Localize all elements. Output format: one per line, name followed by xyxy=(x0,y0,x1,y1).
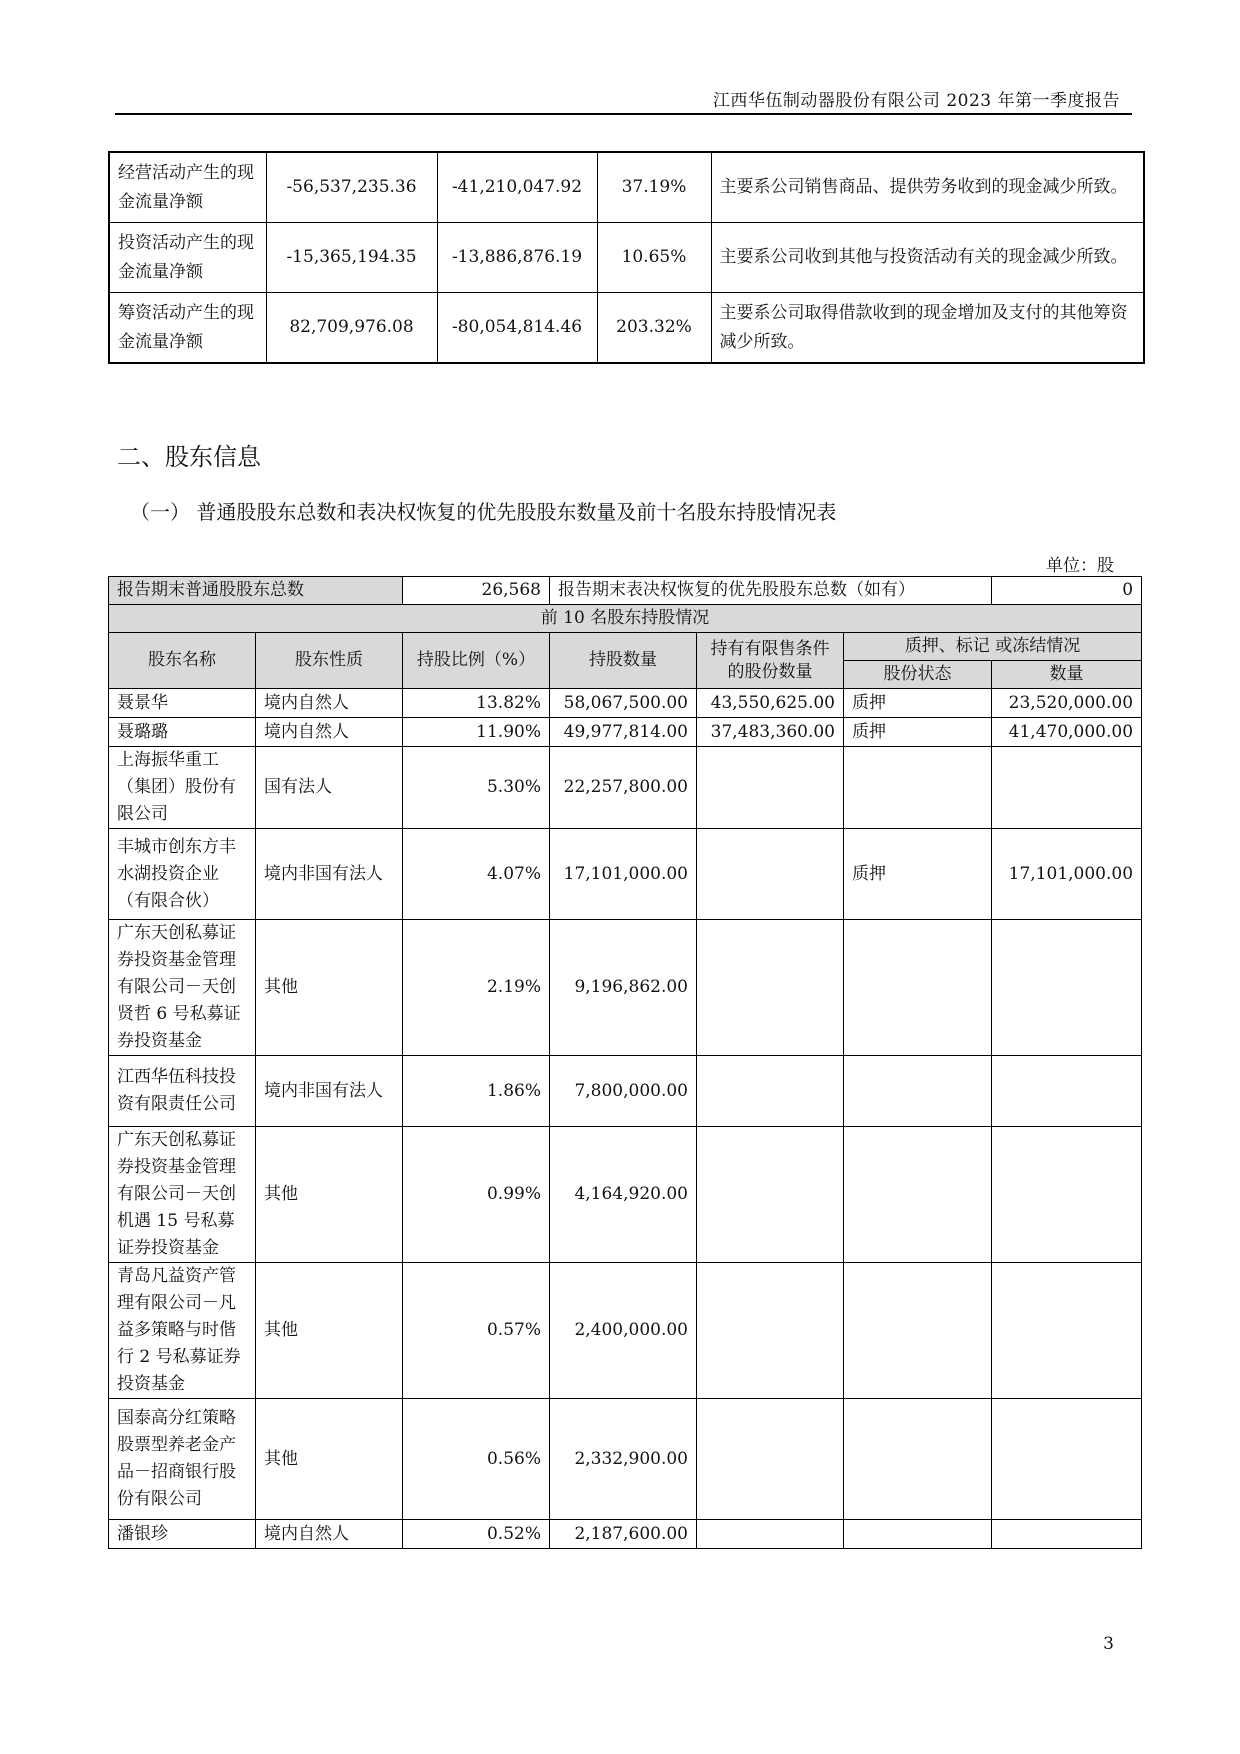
holder-name: 聂璐璐 xyxy=(109,718,256,747)
cashflow-current: 82,709,976.08 xyxy=(266,293,437,364)
holder-shares: 2,400,000.00 xyxy=(550,1263,697,1399)
holder-shares: 58,067,500.00 xyxy=(550,689,697,718)
cashflow-table xyxy=(108,151,1145,364)
holder-restricted xyxy=(697,747,844,829)
col-header-shares: 持股数量 xyxy=(550,633,697,689)
table-row xyxy=(109,718,1142,747)
holder-name: 广东天创私募证券投资基金管理有限公司－天创贤哲 6 号私募证券投资基金 xyxy=(109,920,256,1056)
holder-pledge-qty xyxy=(992,1520,1142,1549)
holder-pledge-qty xyxy=(992,920,1142,1056)
holder-nature: 国有法人 xyxy=(256,747,403,829)
shareholders-table xyxy=(108,576,1142,1549)
holder-pledge-status xyxy=(844,747,992,829)
holder-pledge-qty xyxy=(992,1263,1142,1399)
holder-nature: 境内自然人 xyxy=(256,689,403,718)
section-title: 二、股东信息 xyxy=(117,443,261,471)
report-header-title: 江西华伍制动器股份有限公司 2023 年第一季度报告 xyxy=(712,91,1120,111)
holder-pledge-qty: 41,470,000.00 xyxy=(992,718,1142,747)
col-header-pledge-group: 质押、标记 或冻结情况 xyxy=(844,633,1142,661)
table-row xyxy=(109,1263,1142,1399)
holder-pledge-status xyxy=(844,1127,992,1263)
table-row xyxy=(109,577,1142,605)
cashflow-reason: 主要系公司收到其他与投资活动有关的现金减少所致。 xyxy=(711,223,1144,293)
table-row xyxy=(109,920,1142,1056)
holder-ratio: 0.52% xyxy=(403,1520,550,1549)
cashflow-change: 37.19% xyxy=(597,152,711,223)
table-row xyxy=(109,152,1144,223)
table-header-row xyxy=(109,633,1142,661)
page-number: 3 xyxy=(1103,1634,1114,1654)
holder-name: 广东天创私募证券投资基金管理有限公司－天创机遇 15 号私募证券投资基金 xyxy=(109,1127,256,1263)
holder-name: 潘银珍 xyxy=(109,1520,256,1549)
cashflow-item: 投资活动产生的现金流量净额 xyxy=(109,223,266,293)
holder-ratio: 11.90% xyxy=(403,718,550,747)
table-row xyxy=(109,1127,1142,1263)
holder-nature: 境内自然人 xyxy=(256,718,403,747)
holder-nature: 其他 xyxy=(256,1399,403,1520)
cashflow-change: 10.65% xyxy=(597,223,711,293)
holder-pledge-qty: 23,520,000.00 xyxy=(992,689,1142,718)
holder-shares: 4,164,920.00 xyxy=(550,1127,697,1263)
holder-restricted xyxy=(697,1399,844,1520)
table-row xyxy=(109,1520,1142,1549)
holder-ratio: 0.56% xyxy=(403,1399,550,1520)
holder-ratio: 0.57% xyxy=(403,1263,550,1399)
section-subtitle: （一） 普通股股东总数和表决权恢复的优先股股东数量及前十名股东持股情况表 xyxy=(130,500,837,524)
holder-restricted xyxy=(697,1127,844,1263)
cashflow-prior: -41,210,047.92 xyxy=(437,152,597,223)
cashflow-prior: -80,054,814.46 xyxy=(437,293,597,364)
holder-nature: 其他 xyxy=(256,920,403,1056)
unit-label: 单位：股 xyxy=(1046,556,1114,576)
table-row xyxy=(109,1399,1142,1520)
holder-pledge-qty: 17,101,000.00 xyxy=(992,829,1142,920)
col-header-pledge-qty: 数量 xyxy=(992,661,1142,689)
total-holders-label: 报告期末普通股股东总数 xyxy=(109,577,403,605)
holder-pledge-qty xyxy=(992,1056,1142,1127)
holder-pledge-status xyxy=(844,1263,992,1399)
top10-header: 前 10 名股东持股情况 xyxy=(109,605,1142,633)
holder-shares: 9,196,862.00 xyxy=(550,920,697,1056)
holder-pledge-qty xyxy=(992,1127,1142,1263)
cashflow-current: -15,365,194.35 xyxy=(266,223,437,293)
cashflow-change: 203.32% xyxy=(597,293,711,364)
holder-name: 江西华伍科技投资有限责任公司 xyxy=(109,1056,256,1127)
holder-restricted xyxy=(697,829,844,920)
holder-pledge-status xyxy=(844,920,992,1056)
table-row xyxy=(109,747,1142,829)
holder-nature: 其他 xyxy=(256,1127,403,1263)
holder-restricted xyxy=(697,1263,844,1399)
holder-restricted: 37,483,360.00 xyxy=(697,718,844,747)
cashflow-prior: -13,886,876.19 xyxy=(437,223,597,293)
holder-ratio: 13.82% xyxy=(403,689,550,718)
holder-pledge-status: 质押 xyxy=(844,689,992,718)
header-rule xyxy=(115,113,1132,115)
holder-restricted xyxy=(697,1520,844,1549)
holder-pledge-status xyxy=(844,1056,992,1127)
cashflow-current: -56,537,235.36 xyxy=(266,152,437,223)
col-header-ratio: 持股比例（%） xyxy=(403,633,550,689)
holder-pledge-status: 质押 xyxy=(844,829,992,920)
holder-name: 青岛凡益资产管理有限公司－凡益多策略与时偕行 2 号私募证券投资基金 xyxy=(109,1263,256,1399)
holder-pledge-qty xyxy=(992,747,1142,829)
holder-ratio: 5.30% xyxy=(403,747,550,829)
holder-shares: 17,101,000.00 xyxy=(550,829,697,920)
holder-ratio: 4.07% xyxy=(403,829,550,920)
cashflow-reason: 主要系公司取得借款收到的现金增加及支付的其他筹资减少所致。 xyxy=(711,293,1144,364)
col-header-pledge-status: 股份状态 xyxy=(844,661,992,689)
holder-restricted xyxy=(697,1056,844,1127)
holder-restricted xyxy=(697,920,844,1056)
table-row xyxy=(109,293,1144,364)
holder-name: 上海振华重工（集团）股份有限公司 xyxy=(109,747,256,829)
table-row xyxy=(109,1056,1142,1127)
holder-nature: 境内非国有法人 xyxy=(256,1056,403,1127)
holder-restricted: 43,550,625.00 xyxy=(697,689,844,718)
table-row xyxy=(109,829,1142,920)
holder-name: 国泰高分红策略股票型养老金产品－招商银行股份有限公司 xyxy=(109,1399,256,1520)
cashflow-item: 筹资活动产生的现金流量净额 xyxy=(109,293,266,364)
cashflow-reason: 主要系公司销售商品、提供劳务收到的现金减少所致。 xyxy=(711,152,1144,223)
holder-name: 丰城市创东方丰水湖投资企业（有限合伙） xyxy=(109,829,256,920)
cashflow-item: 经营活动产生的现金流量净额 xyxy=(109,152,266,223)
holder-shares: 22,257,800.00 xyxy=(550,747,697,829)
holder-shares: 2,332,900.00 xyxy=(550,1399,697,1520)
holder-nature: 境内自然人 xyxy=(256,1520,403,1549)
holder-ratio: 0.99% xyxy=(403,1127,550,1263)
holder-ratio: 2.19% xyxy=(403,920,550,1056)
pref-holders-label: 报告期末表决权恢复的优先股股东总数（如有） xyxy=(550,577,992,605)
total-holders-value: 26,568 xyxy=(403,577,550,605)
holder-shares: 2,187,600.00 xyxy=(550,1520,697,1549)
col-header-name: 股东名称 xyxy=(109,633,256,689)
holder-rows xyxy=(109,689,1142,1549)
col-header-nature: 股东性质 xyxy=(256,633,403,689)
holder-shares: 7,800,000.00 xyxy=(550,1056,697,1127)
holder-pledge-status: 质押 xyxy=(844,718,992,747)
table-row xyxy=(109,689,1142,718)
holder-ratio: 1.86% xyxy=(403,1056,550,1127)
holder-nature: 其他 xyxy=(256,1263,403,1399)
holder-pledge-qty xyxy=(992,1399,1142,1520)
pref-holders-value: 0 xyxy=(992,577,1142,605)
table-row xyxy=(109,605,1142,633)
holder-pledge-status xyxy=(844,1399,992,1520)
holder-shares: 49,977,814.00 xyxy=(550,718,697,747)
table-row xyxy=(109,223,1144,293)
holder-pledge-status xyxy=(844,1520,992,1549)
holder-name: 聂景华 xyxy=(109,689,256,718)
col-header-restricted: 持有有限售条件的股份数量 xyxy=(697,633,844,689)
holder-nature: 境内非国有法人 xyxy=(256,829,403,920)
